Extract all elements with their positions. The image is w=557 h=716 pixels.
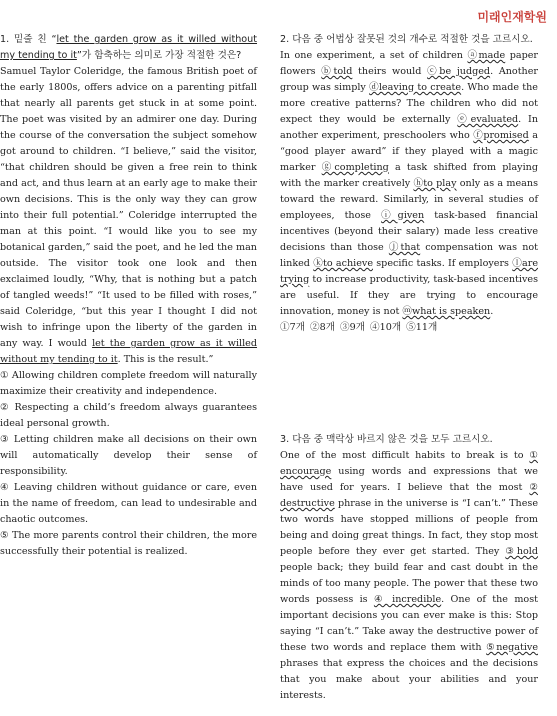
text: people back; they build fear and cast doubt in the minds of too many people. The power that these two words possess is — [280, 562, 538, 605]
text: phrases that express the choices and the decisions that you make about your abilities and your interests. — [280, 658, 538, 701]
marked-g: ⓖcompleting — [321, 162, 389, 173]
text: paper flowers — [280, 50, 538, 77]
text: In one experiment, a set of children — [280, 50, 468, 61]
marked-1: ① encourage — [280, 450, 538, 477]
marked-4: ④ incredible — [373, 594, 442, 605]
text: . — [490, 306, 494, 317]
question-3 — [280, 432, 538, 704]
question-1-passage — [0, 64, 257, 368]
marked-e: ⓔevaluated — [457, 114, 519, 125]
marked-j: ⓙthat — [388, 242, 421, 253]
heading-prefix: 1. 밑줄 친 “ — [0, 34, 57, 45]
marked-3: ③hold — [505, 546, 539, 557]
text: . Who made the more creative patterns? The children who did not expect they would be externally — [280, 82, 538, 125]
marked-k: ⓚto achieve — [313, 258, 373, 269]
passage-text: Samuel Taylor Coleridge, the famous British poet of the early 1800s, offers advice on a parenting pitfall that nearly all parents get stuck in at some point. The poet was visited by an admirer one day. During the course of the conversation the subject somehow got around to children. “I believe,” said the visitor, “that children should be given a free rein to think and act, and thus learn at an early age to make their own decisions. This is the only way they can grow into their full potential.” Coleridge interrupted the man at this point. “I would like you to see my botanical garden,” said the poet, and he led the man outside. The visitor took one look and then exclaimed loudly, “Why, that is nothing but a patch of tangled weeds!” “It used to be filled with roses,” said Coleridge, “but this year I thought I did not wish to infringe upon the liberty of the garden in any way. I would — [0, 66, 257, 349]
marked-i: ⓘgiven — [381, 210, 425, 221]
marked-l: ⓛare trying — [280, 258, 538, 285]
text: phrase in the universe is “I can’t.” These two words have stopped millions of people from being and doing great things. In fact, they stop most people before they ever get started. They — [280, 498, 538, 557]
text: . One of the most important decisions you can ever make is this: Stop saying “I can’t.” Take away the destructive power of these two words and replace them with — [280, 594, 538, 653]
text: theirs would — [352, 66, 428, 77]
question-1 — [0, 32, 257, 560]
text: task-based financial incentives (beyond their salary) made less creative decisions than those — [280, 210, 538, 253]
passage-text-end: . This is the result.” — [117, 354, 214, 365]
option-2: ② Respecting a child’s freedom always guarantees ideal personal growth. — [0, 402, 257, 429]
marked-5: ⑤negative — [486, 642, 538, 653]
marked-b: ⓑtold — [321, 66, 353, 77]
text: One of the most difficult habits to break is to — [280, 450, 530, 461]
text: to increase productivity, task-based incentives are useful. If they are trying to encourage innovation, money is not — [280, 274, 538, 317]
marked-c: ⓒbe judged — [427, 66, 491, 77]
heading-underlined-quote: let the garden grow as it willed without my tending to it — [0, 34, 258, 61]
text: only as a means toward the reward. Similarly, in several studies of employees, those — [280, 178, 538, 221]
option-3: ③ Letting children make all decisions on their own will automatically develop their sense of responsibility. — [0, 434, 257, 477]
text: using words and expressions that we have used for years. I believe that the most — [280, 466, 538, 493]
text: . Another group was simply — [280, 66, 538, 93]
text: a “good player award” if they played with a magic marker — [280, 130, 538, 173]
marked-d: ⓓleaving to create — [369, 82, 462, 93]
marked-a: ⓐmade — [467, 50, 506, 61]
heading-suffix: ”가 함축하는 의미로 가장 적절한 것은? — [76, 50, 242, 61]
option-5: ⑤ The more parents control their children, the more successfully their potential is realized. — [0, 530, 257, 557]
marked-2: ② destructive — [280, 482, 538, 509]
text: a task shifted from playing with the marker creatively — [280, 162, 538, 189]
option-1: ① Allowing children complete freedom will naturally maximize their creativity and independence. — [0, 370, 257, 397]
answer-choices: ①7개 ②8개 ③9개 ④10개 ⑤11개 — [280, 322, 438, 333]
passage-underlined-phrase: let the garden grow as it willed without my tending to it — [0, 338, 258, 365]
question-3-passage — [280, 448, 538, 704]
option-4: ④ Leaving children without guidance or care, even in the name of freedom, can lead to undesirable and chaotic outcomes. — [0, 482, 257, 525]
question-1-heading — [0, 32, 257, 64]
marked-f: ⓕpromised — [473, 130, 529, 141]
academy-logo: 미래인재학원 — [477, 10, 547, 24]
text: specific tasks. If employers — [373, 258, 513, 269]
marked-m: ⓜwhat is speaken — [402, 306, 491, 317]
question-2-heading: 2. 다음 중 어법상 잘못된 것의 개수로 적절한 것을 고르시오. — [280, 34, 533, 45]
marked-h: ⓗto play — [413, 178, 457, 189]
question-2 — [280, 32, 538, 336]
question-2-passage — [280, 48, 538, 320]
text: . In another experiment, preschoolers who — [280, 114, 538, 141]
text: compensation was not linked — [280, 242, 538, 269]
question-3-heading: 3. 다음 중 맥락상 바르지 않은 것을 모두 고르시오. — [280, 434, 493, 445]
